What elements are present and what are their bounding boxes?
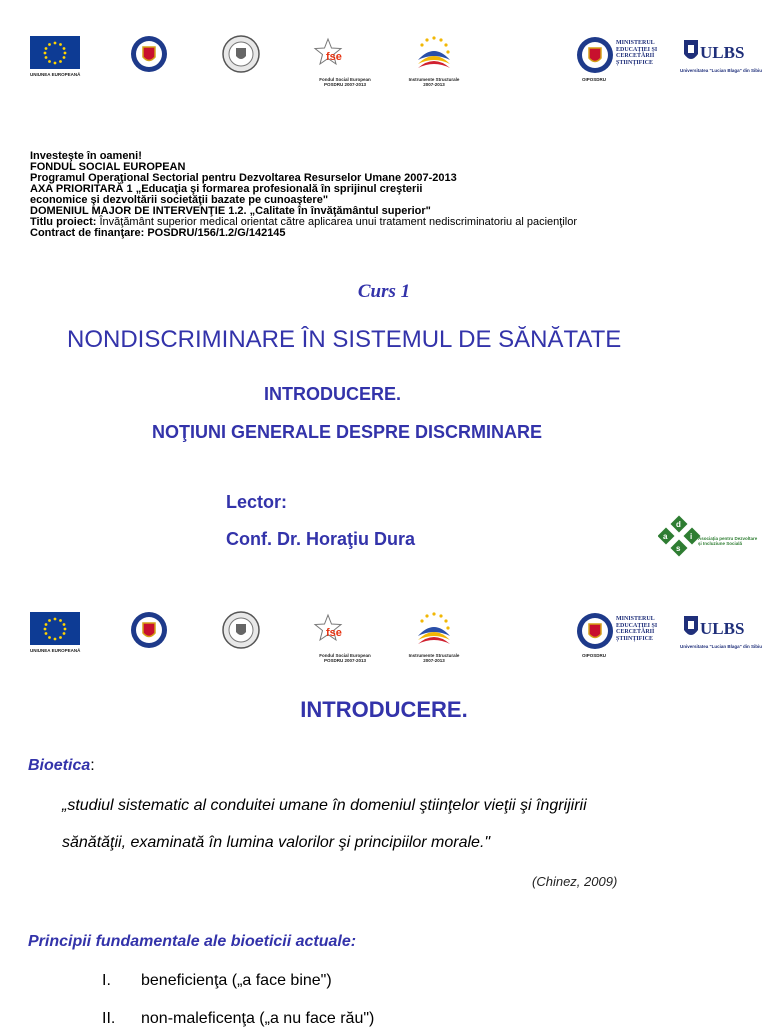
course-number: Curs 1 — [357, 281, 411, 302]
project-title-label: Titlu proiect: — [30, 216, 100, 228]
is-caption-1: Instrumente Structurale — [408, 653, 460, 658]
citation: (Chinez, 2009) — [532, 874, 618, 889]
ministry-line: CERCETĂRII — [616, 629, 655, 635]
romania-government-logo — [130, 611, 168, 654]
structural-instruments-icon — [400, 34, 468, 72]
priority-axis-continued: economice şi dezvoltării societăţii bazate pe cunoaştere" — [30, 194, 329, 206]
fse-mark: fse — [326, 51, 342, 63]
is-caption-2: 2007-2013 — [423, 658, 445, 663]
list-item: non-maleficenţa („a nu face rău") — [141, 1010, 375, 1027]
ulbs-caption: Universitatea "Lucian Blaga" din Sibiu — [680, 644, 763, 649]
lector-name: Conf. Dr. Horaţiu Dura — [226, 529, 416, 549]
svg-text:i: i — [690, 532, 693, 541]
fse-star-icon — [306, 36, 384, 72]
adis-caption — [698, 536, 757, 546]
oiposdru-caption: OIPOSDRU — [582, 77, 607, 82]
fse-mark: fse — [326, 627, 342, 639]
eu-logo — [30, 612, 80, 653]
logo-bar-second — [0, 606, 768, 676]
fse-logo — [306, 36, 384, 87]
fse-caption-2: POSDRU 2007-2013 — [323, 658, 367, 663]
fse-star-icon — [306, 612, 384, 648]
bioetica-colon: : — [90, 757, 95, 774]
list-item: beneficienţa („a face bine") — [141, 972, 332, 989]
ministry-name — [616, 40, 657, 66]
adis-caption-line: și Incluziune Socială — [698, 541, 743, 546]
adis-caption-line: Asociația pentru Dezvoltare — [698, 536, 758, 541]
coat-of-arms-icon — [130, 611, 168, 649]
ministry-crest-icon — [576, 612, 614, 650]
intervention-domain: DOMENIUL MAJOR DE INTERVENŢIE 1.2. „Calitate în învăţământul superior" — [30, 205, 431, 217]
coat-of-arms-icon — [130, 35, 168, 73]
definition-quote-line-2: sănătăţii, examinată în lumina valorilor şi principiilor morale." — [62, 834, 491, 851]
eu-logo — [30, 36, 80, 77]
romania-government-logo — [130, 35, 168, 78]
ministry-line: MINISTERUL — [616, 40, 655, 46]
eu-flag-icon — [30, 36, 80, 69]
eu-caption: UNIUNEA EUROPEANĂ — [30, 72, 81, 77]
seal-icon — [222, 611, 260, 649]
logo-bar-top — [0, 30, 768, 100]
seal-icon — [222, 35, 260, 73]
fse-caption-2: POSDRU 2007-2013 — [323, 82, 367, 87]
ministry-line: ȘTIINȚIFICE — [616, 635, 654, 642]
eu-flag-icon — [30, 612, 80, 645]
ulbs-name: ULBS — [700, 619, 745, 638]
project-title-value: Învăţământ superior medical orientat către aplicarea unui tratament nediscriminatoriu al pacienţilor — [99, 216, 577, 228]
slogan: Investeşte în oameni! — [30, 150, 142, 162]
ulbs-emblem-icon — [680, 612, 702, 642]
program-name: Programul Operaţional Sectorial pentru Dezvoltarea Resurselor Umane 2007-2013 — [30, 172, 457, 184]
course-title: NONDISCRIMINARE ÎN SISTEMUL DE SĂNĂTATE — [67, 326, 622, 353]
section-heading: INTRODUCERE. — [300, 697, 468, 722]
list-item-number: I. — [102, 972, 111, 989]
structural-instruments-logo — [400, 610, 468, 663]
definition-quote-line-1: „studiul sistematic al conduitei umane în domeniul ştiinţelor vieţii şi îngrijirii — [62, 797, 587, 814]
svg-text:d: d — [676, 520, 681, 529]
ministry-line: EDUCAȚIEI ȘI — [616, 622, 658, 629]
is-caption-1: Instrumente Structurale — [408, 77, 460, 82]
bioetica-term: Bioetica — [28, 757, 91, 774]
ministry-line: CERCETĂRII — [616, 53, 655, 59]
ministry-name — [616, 616, 657, 642]
oiposdru-caption: OIPOSDRU — [582, 653, 607, 658]
fse-caption-1: Fondul Social European — [319, 653, 371, 658]
bioetica-label — [28, 757, 95, 775]
svg-text:s: s — [676, 544, 681, 553]
structural-instruments-icon — [400, 610, 468, 648]
ministry-line: EDUCAȚIEI ȘI — [616, 46, 658, 53]
principles-heading: Principii fundamentale ale bioeticii actuale: — [28, 933, 357, 950]
ulbs-caption: Universitatea "Lucian Blaga" din Sibiu — [680, 68, 763, 73]
adis-icon — [658, 514, 702, 558]
fse-caption-1: Fondul Social European — [319, 77, 371, 82]
adis-logo — [658, 514, 758, 563]
ulbs-name: ULBS — [700, 43, 745, 62]
project-info — [30, 151, 577, 239]
ministry-seal-logo — [222, 611, 260, 654]
ministry-seal-logo — [222, 35, 260, 78]
priority-axis: AXA PRIORITARĂ 1 „Educaţia şi formarea profesională în sprijinul creşterii — [30, 183, 423, 195]
svg-text:a: a — [663, 532, 668, 541]
ministry-crest-icon — [576, 36, 614, 74]
structural-instruments-logo — [400, 34, 468, 87]
ministry-line: ȘTIINȚIFICE — [616, 59, 654, 66]
fse-logo — [306, 612, 384, 663]
is-caption-2: 2007-2013 — [423, 82, 445, 87]
list-item-number: II. — [102, 1010, 116, 1027]
contract-number: Contract de finanţare: POSDRU/156/1.2/G/142145 — [30, 227, 286, 239]
fund-name: FONDUL SOCIAL EUROPEAN — [30, 161, 186, 173]
ministry-line: MINISTERUL — [616, 616, 655, 622]
course-subtitle-notions: NOŢIUNI GENERALE DESPRE DISCRMINARE — [152, 422, 543, 442]
lector-label: Lector: — [226, 492, 288, 512]
eu-caption: UNIUNEA EUROPEANĂ — [30, 648, 81, 653]
ulbs-emblem-icon — [680, 36, 702, 66]
course-subtitle-intro: INTRODUCERE. — [264, 384, 402, 404]
